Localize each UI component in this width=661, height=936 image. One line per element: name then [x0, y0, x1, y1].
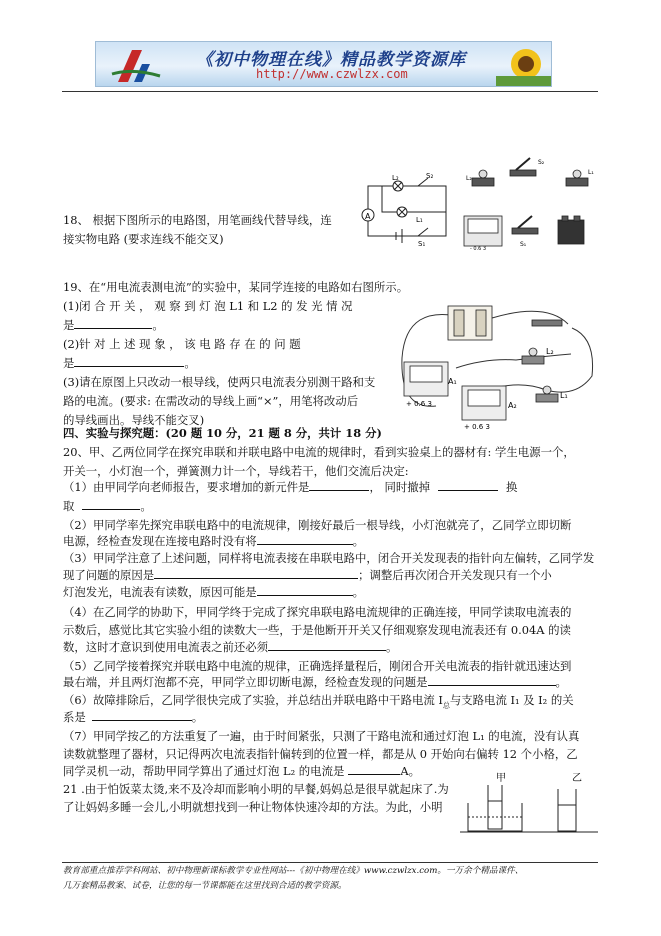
q19-p2-end: 。 [184, 356, 196, 370]
q20-p3-end: 。 [352, 585, 365, 599]
phys-label-s2: S₂ [538, 159, 545, 166]
fig-label-term1: + 0.6 3 [406, 400, 432, 408]
q20-p6-end: 。 [191, 710, 204, 724]
q20-p2-end: 。 [352, 534, 365, 548]
label-l1: L₁ [416, 216, 423, 224]
q19-p1-b: 是 [63, 318, 75, 332]
q20-p3-b: 现了问题的原因是 [63, 568, 155, 582]
q20-p3-line2 [63, 583, 364, 602]
banner-title: 《初中物理在线》精品教学资源库 [196, 50, 466, 70]
fig-label-yi: 乙 [572, 773, 582, 784]
q20-p7-b: 读数就整理了器材，只记得两次电流表指针偏转到的位置一样，都是从 0 开始向右偏转 12 个小格，乙 [63, 747, 578, 761]
q19-p1-a: (1)闭 合 开 关 ， 观 察 到 灯 泡 L1 和 L2 的 发 光 情 况 [63, 299, 353, 313]
q20-p6-b: 与支路电流 I₁ 及 I₂ 的关 [449, 693, 574, 707]
q20-p1-c: 换 [506, 480, 518, 494]
q20-p5-a: （5）乙同学接着探究并联电路中电流的规律，正确选择量程后，刚闭合开关电流表的指针就迅速达到 [63, 659, 572, 673]
q20-p3-a: （3）甲同学注意了上述问题，同样将电流表接在串联电路中，闭合开关发现表的指针向左偏转，乙同学发 [63, 551, 595, 565]
answer-blank[interactable] [74, 354, 184, 367]
answer-blank[interactable] [257, 532, 353, 545]
footer-rule [62, 862, 598, 863]
q19-p1-end: 。 [152, 318, 164, 332]
logo-icon [102, 44, 192, 86]
q19-p3-a: (3)请在原图上只改动一根导线，使两只电流表分别测干路和支 [63, 375, 376, 389]
q21-line2: 了让妈妈多睡一会儿,小明就想找到一种让物体快速冷却的方法。为此，小明 [63, 800, 443, 814]
q20-p4-b: 示数后，感觉比其它实验小组的读数大一些，于是他断开开关又仔细观察发现电流表还有 0.04A 的读 [63, 623, 571, 637]
q18-circuit-diagram [356, 170, 456, 250]
answer-blank[interactable] [257, 583, 353, 596]
answer-blank[interactable] [154, 566, 358, 579]
q19-p1-line [63, 316, 164, 335]
q19-p2-a: (2)针 对 上 述 现 象 ， 该 电 路 存 在 的 问 题 [63, 337, 301, 351]
q19-p2-line [63, 354, 196, 373]
fig-label-l2: L₂ [546, 347, 554, 356]
q19-p2-b: 是 [63, 356, 75, 370]
q18-line1: 18、 根据下图所示的电路图，用笔画线代替导线，连 [63, 213, 332, 227]
fig-label-jia: 甲 [496, 773, 506, 784]
footer-line2: 几万套精品教案、试卷，让您的每一节课都能在这里找到合适的教学资源。 [63, 881, 347, 891]
answer-blank[interactable] [74, 316, 152, 329]
q21-beaker-figure [460, 771, 600, 835]
q20-p3-c: ；调整后再次闭合开关发现只有一个小 [358, 568, 552, 582]
answer-blank[interactable] [309, 478, 369, 491]
q19-circuit-figure [396, 298, 604, 432]
q20-p7-end: A。 [400, 764, 420, 778]
q20-p7-a: （7）甲同学按乙的方法重复了一遍，由于时间紧张，只测了干路电流和通过灯泡 L₁ 的电流，没有认真 [63, 729, 580, 743]
q20-p2-a: （2）甲同学率先探究串联电路中的电流规律，刚接好最后一根导线，小灯泡就亮了，乙同学立即切断 [63, 518, 572, 532]
q20-p6-line2 [63, 708, 203, 727]
q20-p6-c: 系是 [63, 710, 86, 724]
footer-line1: 教育部重点推荐学科网站、初中物理新课标教学专业性网站---《初中物理在线》www.czwlzx.com。一万余个精品课件、 [63, 866, 524, 876]
header-rule [62, 91, 598, 92]
q20-p7-c: 同学灵机一动，帮助甲同学算出了通过灯泡 L₂ 的电流是 [63, 764, 345, 778]
q20-p1-end: 。 [140, 499, 152, 513]
section4-heading: 四、实验与探究题：(20 题 10 分，21 题 8 分，共计 18 分) [63, 426, 382, 440]
q20-p5-end: 。 [555, 675, 567, 689]
phys-label-s1: S₁ [520, 241, 527, 248]
fig-label-a1: A₁ [448, 377, 457, 386]
q20-line1: 20、甲、乙两位同学在探究串联和并联电路中电流的规律时，看到实验桌上的器材有: 学生电源一个， [63, 445, 575, 459]
q20-p4-end: 。 [386, 640, 398, 654]
label-s2: S₂ [426, 172, 434, 180]
label-ammeter: A [365, 212, 371, 221]
q20-p5-b: 最右端，并且两灯泡都不亮，甲同学立即切断电源，经检查发现的问题是 [63, 675, 428, 689]
fig-label-a2: A₂ [508, 401, 517, 410]
q20-p1-b: ， 同时撤掉 [369, 480, 431, 494]
q20-p4-c: 数，这时才意识到使用电流表之前还必须 [63, 640, 269, 654]
q19-intro: 19、在“用电流表测电流”的实验中，某同学连接的电路如右图所示。 [63, 280, 409, 294]
q20-p1-a: （1）由甲同学向老师报告，要求增加的新元件是 [63, 480, 310, 494]
q20-line2: 开关一，小灯泡一个，弹簧测力计一个，导线若干，他们交流后决定: [63, 464, 409, 478]
q20-p1-line2 [63, 497, 152, 516]
q21-line1: 21 .由于怕饭菜太烫,来不及冷却而影响小明的早餐,妈妈总是很早就起床了.为 [63, 782, 449, 796]
header-banner [95, 41, 552, 87]
phys-label-terminals: - 0.6 3 [470, 246, 487, 251]
sunflower-icon [496, 42, 552, 87]
q18-physical-components [462, 156, 602, 251]
q20-p4-line [63, 638, 397, 657]
q20-p6-a: （6）故障排除后，乙同学很快完成了实验，并总结出并联电路中干路电流 I [63, 693, 443, 707]
q20-p7-line [63, 762, 420, 781]
phys-label-l1: L₁ [588, 169, 594, 176]
q20-p6-sub: 总 [442, 701, 450, 710]
q20-p1-line [63, 478, 517, 497]
answer-blank[interactable] [348, 762, 400, 775]
label-s1: S₁ [418, 240, 426, 248]
answer-blank[interactable] [92, 708, 192, 721]
q20-p4-a: （4）在乙同学的协助下，甲同学终于完成了探究串联电路电流规律的正确连接，甲同学读取电流表的 [63, 605, 572, 619]
q20-p5-line [63, 673, 567, 692]
answer-blank[interactable] [438, 478, 498, 491]
banner-url[interactable]: http://www.czwlzx.com [256, 67, 408, 81]
q20-p3-d: 灯泡发光，电流表有读数，原因可能是 [63, 585, 257, 599]
answer-blank[interactable] [268, 638, 386, 651]
q18-line2: 接实物电路 (要求连线不能交叉) [63, 232, 224, 246]
answer-blank[interactable] [82, 497, 140, 510]
q20-p1-d: 取 [63, 499, 75, 513]
q19-p3-b: 路的电流。(要求: 在需改动的导线上画“×”，用笔将改动后 [63, 394, 359, 408]
label-l2: L₂ [392, 174, 399, 182]
fig-label-l1: L₁ [560, 391, 568, 400]
q19-p3-c: 的导线画出。导线不能交叉) [63, 413, 205, 427]
phys-label-l2: L₂ [466, 175, 472, 182]
fig-label-term2: + 0.6 3 [464, 423, 490, 431]
q20-p2-b: 电源，经检查发现在连接电路时没有将 [63, 534, 257, 548]
answer-blank[interactable] [428, 673, 556, 686]
